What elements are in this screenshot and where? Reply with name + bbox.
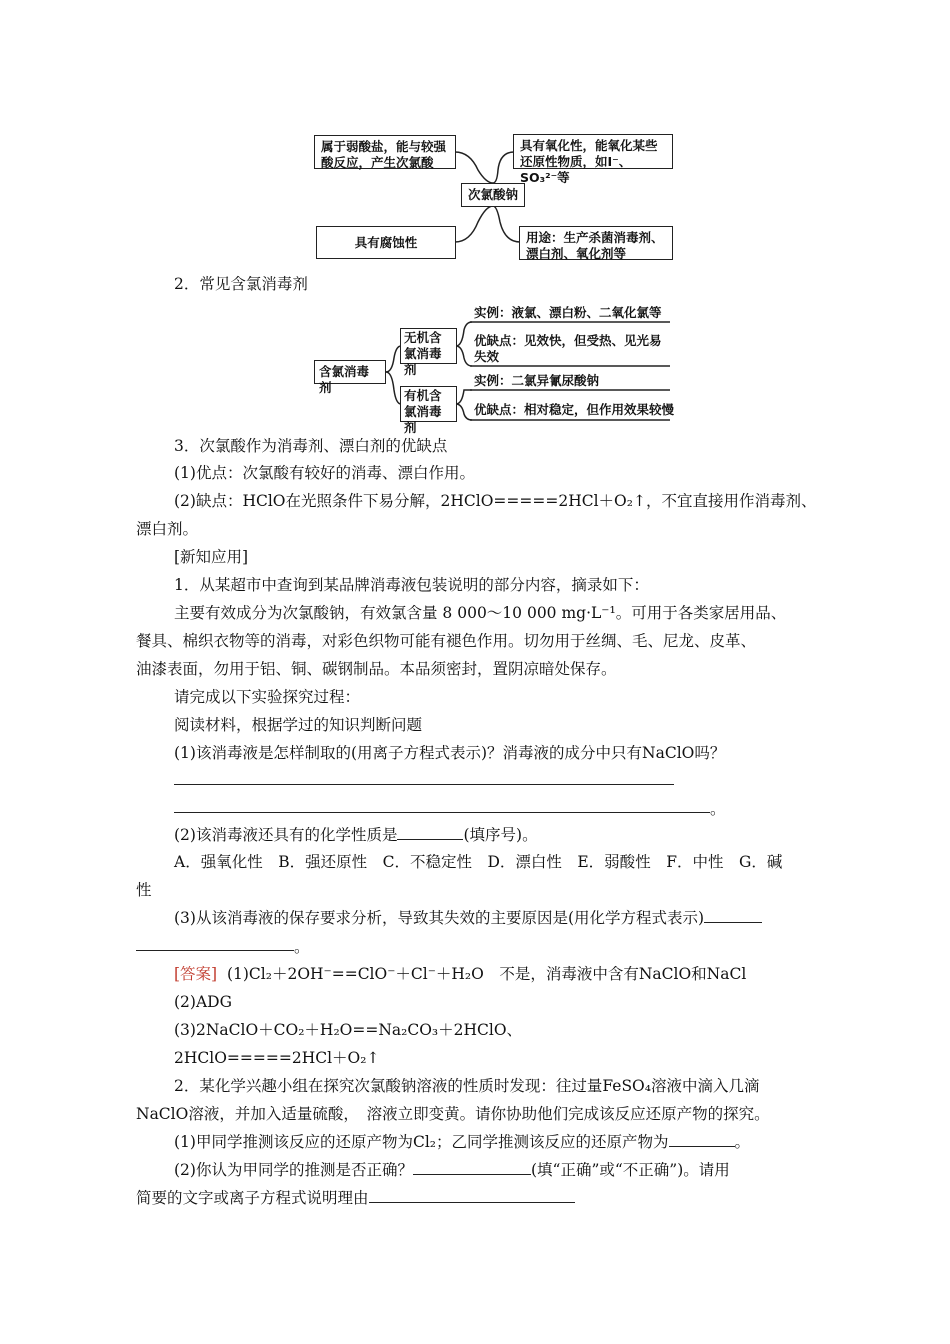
section-2-title: 2．常见含氯消毒剂 (174, 275, 308, 293)
organic-pros-cons-label: 优缺点：相对稳定，但作用效果较慢 (474, 402, 675, 417)
answer-blank-4[interactable] (704, 906, 762, 923)
question-1-1: (1)该消毒液是怎样制取的(用离子方程式表示)？消毒液的成分中只有NaClO吗？ (174, 744, 726, 762)
answer-tag: [答案] (174, 965, 218, 983)
options-line: A．强氧化性 B．强还原性 C．不稳定性 D．漂白性 E．弱酸性 F．中性 G．碱 (174, 853, 783, 871)
usage-node: 用途：生产杀菌消毒剂、漂白剂、氧化剂等 (519, 226, 673, 260)
options-line-cont: 性 (136, 881, 152, 899)
organic-example-label: 实例：二氯异氰尿酸钠 (474, 373, 600, 388)
question-2-1-suffix: 。 (734, 1133, 751, 1151)
answer-blank-8[interactable] (369, 1186, 575, 1203)
question-2-2-suffix: (填“正确”或“不正确”)。请用 (530, 1161, 730, 1179)
question-1-2 (174, 823, 538, 847)
inorganic-example-label: 实例：液氯、漂白粉、二氧化氯等 (474, 305, 662, 320)
question-1-3-text: (3)从该消毒液的保存要求分析，导致其失效的主要原因是(用化学方程式表示) (174, 909, 705, 927)
question-1-2-text: (2)该消毒液还具有的化学性质是 (174, 826, 398, 844)
question-1-3 (174, 906, 762, 930)
new-knowledge-heading: [新知应用] (174, 548, 249, 566)
inorganic-disinfectant-node: 无机含氯消毒剂 (400, 328, 457, 364)
chlorine-disinfectant-root-node: 含氯消毒剂 (314, 360, 386, 384)
material-line-1: 主要有效成分为次氯酸钠，有效氯含量 8 000～10 000 mg·L⁻¹。可用于各类家居用品、 (174, 604, 787, 622)
question-2-1 (174, 1130, 750, 1154)
material-line-3: 油漆表面，勿用于铝、铜、碳钢制品。本品须密封，置阴凉暗处保存。 (136, 660, 617, 678)
answer-blank-6[interactable] (669, 1130, 735, 1147)
blank-2-period: 。 (710, 800, 726, 818)
answer-blank-7[interactable] (413, 1158, 531, 1175)
question-2-1-text: (1)甲同学推测该反应的还原产物为Cl₂；乙同学推测该反应的还原产物为 (174, 1133, 669, 1151)
answer-line-4: 2HClO=====2HCl＋O₂↑ (174, 1049, 380, 1067)
question-1-2-suffix: (填序号)。 (463, 826, 538, 844)
answer-line-2: (2)ADG (174, 993, 232, 1011)
organic-disinfectant-node: 有机含氯消毒剂 (400, 386, 457, 422)
question-2-2-text: (2)你认为甲同学的推测是否正确？ (174, 1161, 413, 1179)
question-2-intro: 2．某化学兴趣小组在探究次氯酸钠溶液的性质时发现：往过量FeSO₄溶液中滴入几滴 (174, 1077, 760, 1095)
question-2-intro-cont: NaClO溶液，并加入适量硫酸， 溶液立即变黄。请你协助他们完成该反应还原产物的探究。 (136, 1105, 770, 1123)
section-3-title: 3．次氯酸作为消毒剂、漂白剂的优缺点 (174, 437, 448, 455)
inorganic-pros-cons-label-1: 优缺点：见效快，但受热、见光易 (474, 333, 662, 348)
answer-line-3: (3)2NaClO＋CO₂＋H₂O==Na₂CO₃＋2HClO、 (174, 1021, 523, 1039)
answer-blank-3[interactable] (397, 823, 463, 840)
instruction-line: 请完成以下实验探究过程： (174, 688, 361, 706)
material-line-2: 餐具、棉织衣物等的消毒，对彩色织物可能有褪色作用。切勿用于丝绸、毛、尼龙、皮革、 (136, 632, 757, 650)
question-1-intro: 1．从某超市中查询到某品牌消毒液包装说明的部分内容，摘录如下： (174, 576, 649, 594)
corrosive-node: 具有腐蚀性 (316, 226, 456, 259)
blank-5-period: 。 (294, 938, 310, 956)
oxidizing-property-node (513, 134, 673, 185)
sodium-hypochlorite-center-node: 次氯酸钠 (461, 183, 525, 207)
question-2-2-cont-text: 简要的文字或离子方程式说明理由 (136, 1189, 369, 1207)
answer-blank-1[interactable] (174, 784, 674, 785)
reading-line: 阅读材料，根据学过的知识判断问题 (174, 716, 423, 734)
answer-line-1 (174, 962, 746, 986)
inorganic-pros-cons-label-2: 失效 (474, 349, 500, 364)
answer-blank-5[interactable] (136, 950, 294, 951)
question-2-2-cont (136, 1186, 575, 1210)
weak-acid-salt-node: 属于弱酸盐，能与较强酸反应，产生次氯酸 (314, 135, 456, 169)
disadvantage-line: (2)缺点：HClO在光照条件下易分解，2HClO=====2HCl＋O₂↑，不宜直接用作消毒剂、 (174, 492, 817, 510)
oxidizing-line-2: 还原性物质，如I⁻、SO₃²⁻等 (520, 154, 632, 185)
answer-blank-2[interactable] (174, 812, 710, 813)
question-2-2 (174, 1158, 730, 1182)
advantage-line: (1)优点：次氯酸有较好的消毒、漂白作用。 (174, 464, 475, 482)
disadvantage-line-cont: 漂白剂。 (136, 520, 199, 538)
oxidizing-line-1: 具有氧化性，能氧化某些 (520, 138, 658, 153)
answer-1-text: (1)Cl₂＋2OH⁻==ClO⁻＋Cl⁻＋H₂O 不是，消毒液中含有NaClO和NaCl (226, 965, 747, 983)
